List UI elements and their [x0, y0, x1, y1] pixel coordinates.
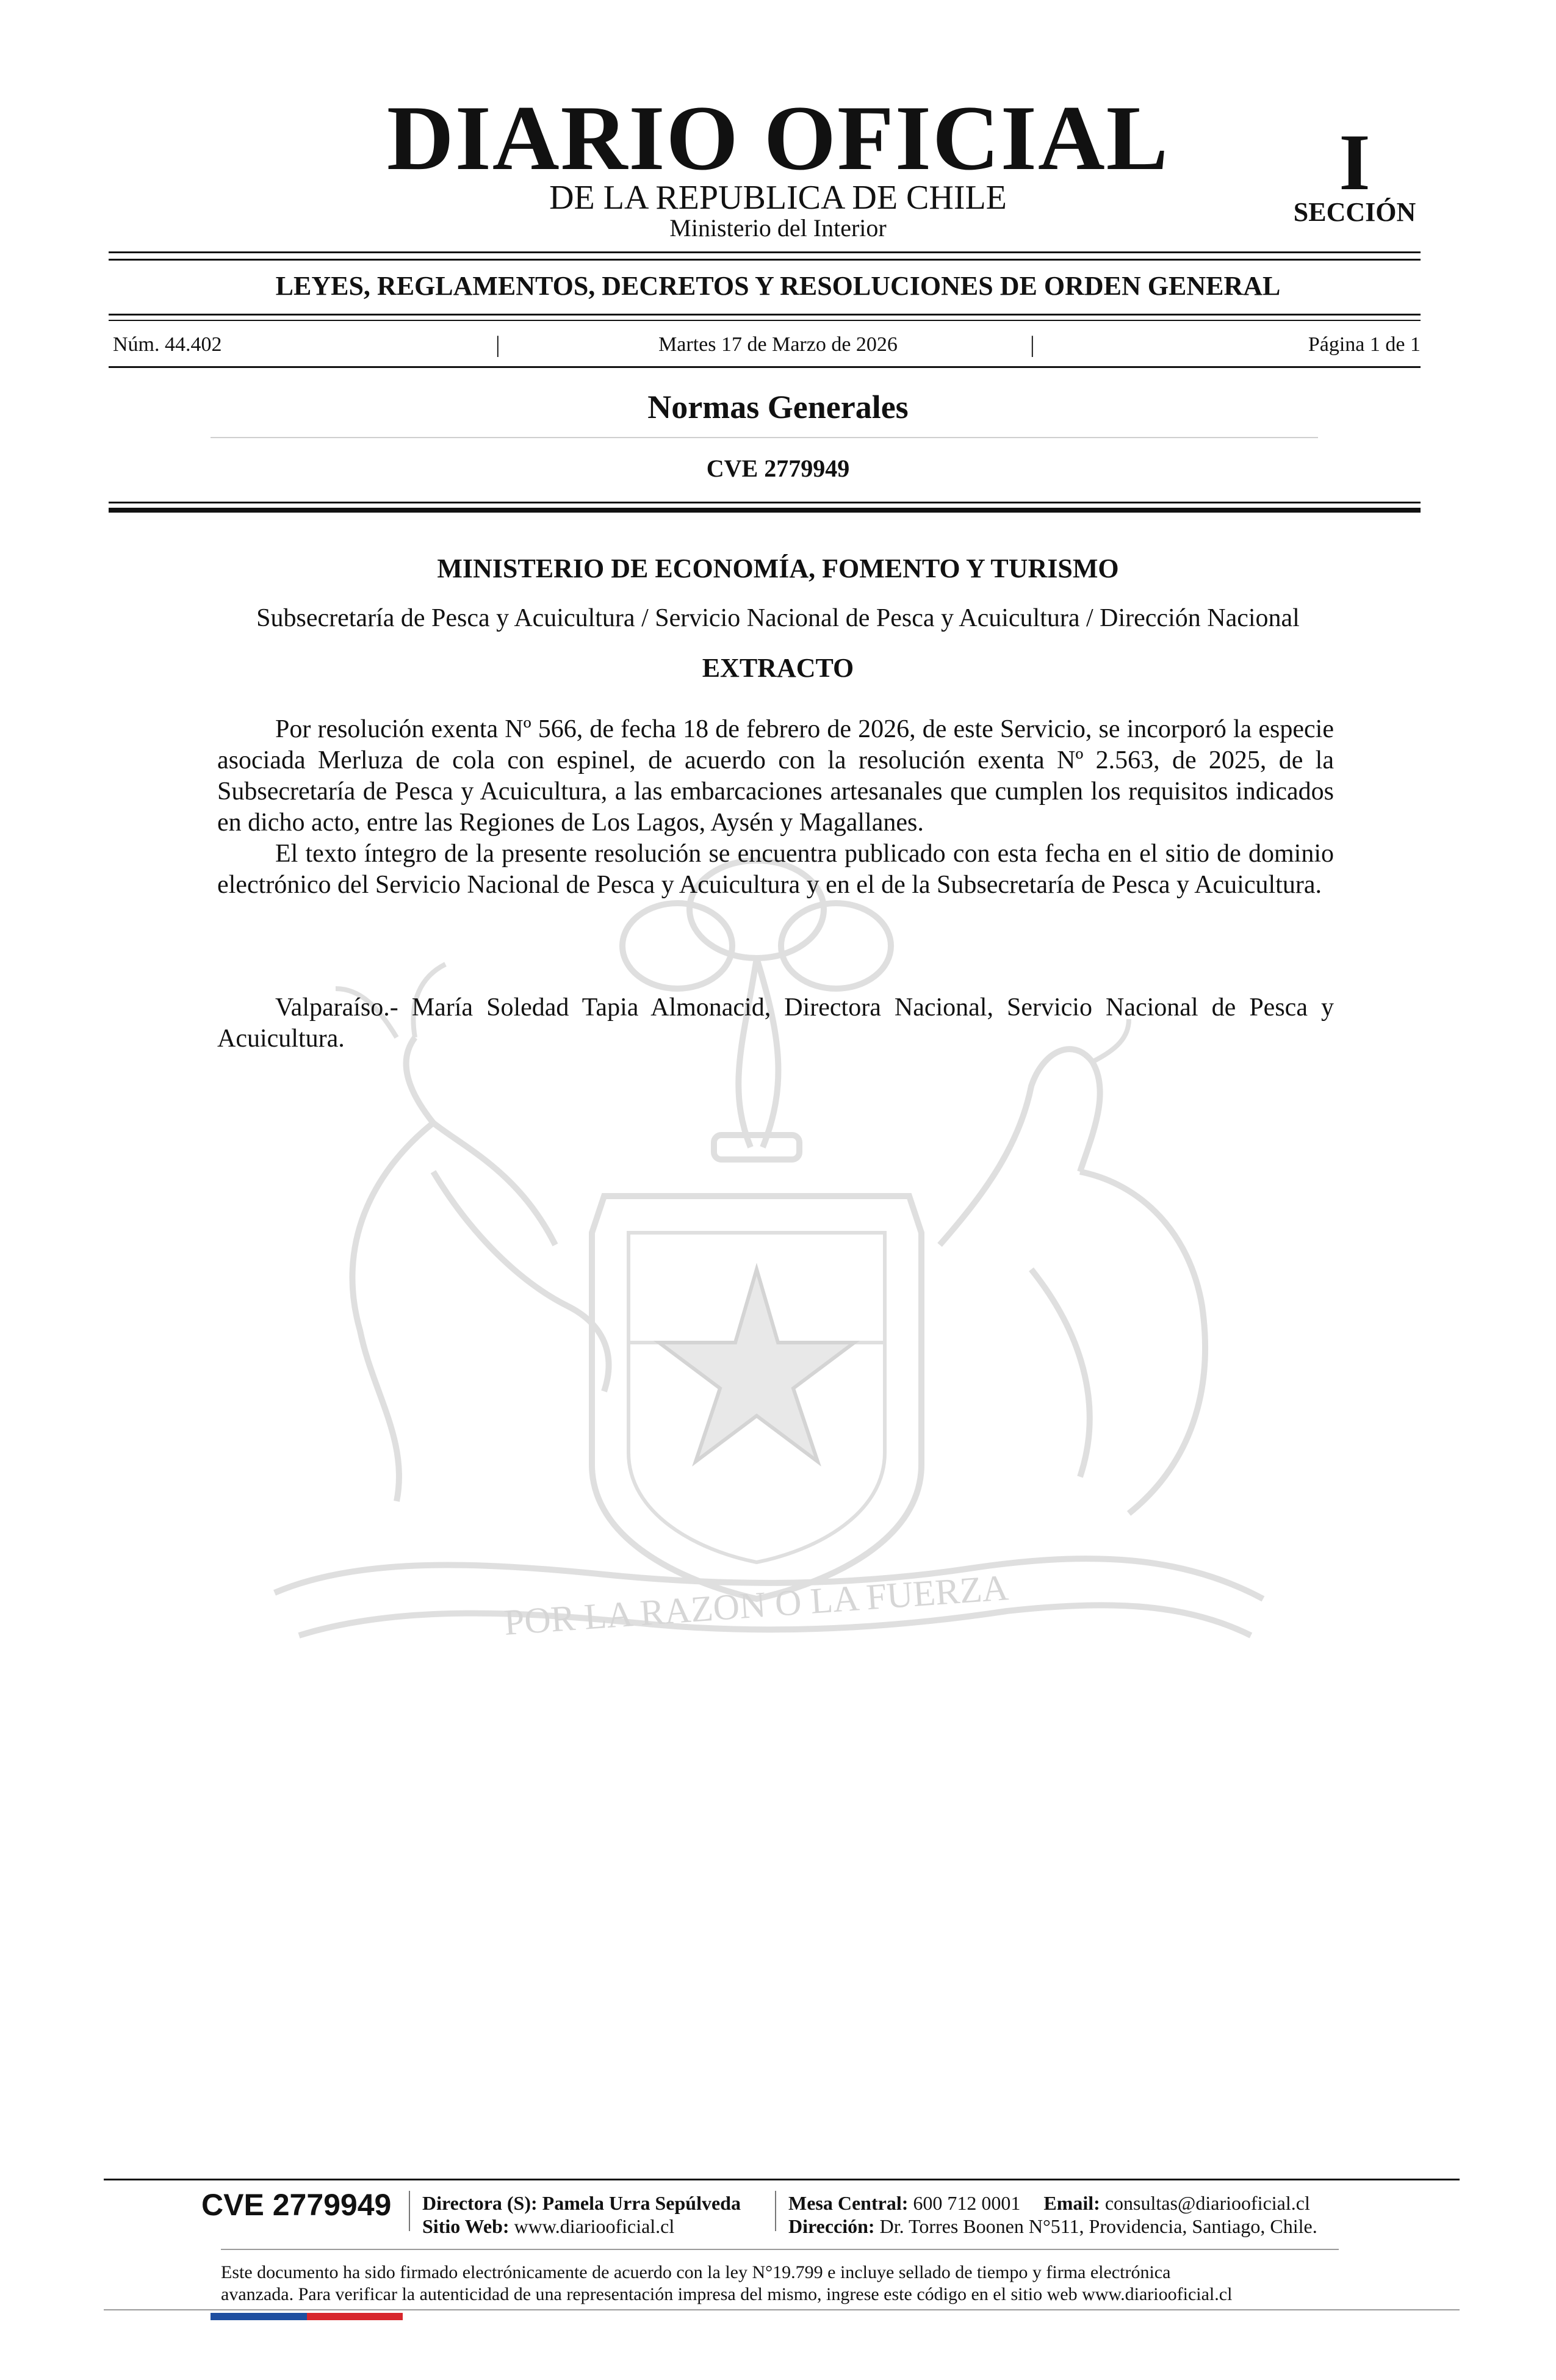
- star: [659, 1269, 854, 1462]
- norms-heading: Normas Generales: [647, 389, 909, 425]
- legal-line: Este documento ha sido firmado electrónicamente de acuerdo con la ley N°19.799 e incluye sellado de tiempo y firma electrónica: [221, 2262, 1171, 2282]
- issue-date: Martes 17 de Marzo de 2026: [658, 333, 898, 356]
- norms-rule: [211, 437, 1318, 438]
- footer-rule-middle: [221, 2249, 1339, 2250]
- emblem-motto: POR LA RAZON O LA FUERZA: [502, 1567, 1010, 1643]
- cve-rule-thick: [109, 508, 1421, 513]
- footer-legal-notice: [221, 2262, 1339, 2306]
- masthead-subtitle: DE LA REPUBLICA DE CHILE: [549, 179, 1007, 217]
- footer-email-label: Email:: [1043, 2192, 1100, 2214]
- category-heading: LEYES, REGLAMENTOS, DECRETOS Y RESOLUCIONES DE ORDEN GENERAL: [275, 271, 1281, 301]
- issue-rule: [109, 366, 1421, 368]
- flag-bar-blue: [211, 2313, 307, 2320]
- footer-director: Directora (S): Pamela Urra Sepúlveda: [422, 2192, 741, 2214]
- footer-rule-bottom: [104, 2309, 1460, 2310]
- issue-page: Página 1 de 1: [1308, 333, 1421, 356]
- section-label: SECCIÓN: [1293, 197, 1416, 227]
- legal-line: avanzada. Para verificar la autenticidad de una representación impresa del mismo, ingrese este código en el sitio web www.diariooficial.cl: [221, 2284, 1233, 2304]
- cve-heading: CVE 2779949: [706, 455, 850, 482]
- footer-web-link[interactable]: www.diariooficial.cl: [514, 2215, 675, 2237]
- category-rule-second: [109, 320, 1421, 321]
- masthead-title: DIARIO OFICIAL: [386, 87, 1170, 189]
- footer-mesa-label: Mesa Central:: [788, 2192, 909, 2214]
- footer-mesa-email: [788, 2193, 1310, 2213]
- footer-divider-2: [775, 2191, 776, 2231]
- coat-of-arms-watermark: [177, 806, 1336, 1697]
- section-number: I: [1339, 117, 1371, 207]
- cve-rule-thin: [109, 502, 1421, 503]
- footer-divider-1: [409, 2191, 410, 2231]
- category-rule-top: [109, 314, 1421, 316]
- footer-web: [422, 2216, 674, 2236]
- signature: Valparaíso.- María Soledad Tapia Almonacid, Directora Nacional, Servicio Nacional de Pesca y Acuicultura.: [217, 993, 1334, 1053]
- flag-bar-red: [307, 2313, 403, 2320]
- paragraph: Por resolución exenta Nº 566, de fecha 18 de febrero de 2026, de este Servicio, se incorporó la especie asociada Merluza de cola con espinel, de acuerdo con la resolución exenta Nº 2.563, de 2025, de la Subsecretaría de Pesca y Acuicultura, a las embarcaciones artesanales que cumplen los requisitos indicados en dicho acto, entre las Regiones de Los Lagos, Aysén y Magallanes.: [217, 715, 1334, 837]
- footer-cve: CVE 2779949: [201, 2188, 392, 2222]
- extracto-heading: EXTRACTO: [702, 653, 854, 683]
- issue-separator-left: |: [495, 332, 500, 358]
- huemul: [352, 1037, 608, 1501]
- paragraph: El texto íntegro de la presente resolución se encuentra publicado con esta fecha en el sitio de dominio electrónico del Servicio Nacional de Pesca y Acuicultura y en el de la Subsecretaría de Pesca y Acuicultura.: [217, 840, 1334, 899]
- signature-block: [217, 992, 1334, 1055]
- footer-address-label: Dirección:: [788, 2215, 875, 2237]
- footer-rule-top: [104, 2179, 1460, 2180]
- footer-web-label: Sitio Web:: [422, 2215, 510, 2237]
- condor: [940, 1049, 1205, 1513]
- footer-address-value: Dr. Torres Boonen N°511, Providencia, Santiago, Chile.: [879, 2215, 1317, 2237]
- footer-mesa-value: 600 712 0001: [913, 2192, 1021, 2214]
- masthead-ministry: Ministerio del Interior: [669, 214, 887, 242]
- extract-body: [217, 714, 1334, 901]
- footer-address: [788, 2216, 1317, 2236]
- subsecretaria-line: Subsecretaría de Pesca y Acuicultura / Servicio Nacional de Pesca y Acuicultura / Dirección Nacional: [256, 604, 1300, 632]
- masthead-rule-second: [109, 259, 1421, 261]
- footer-email-link[interactable]: consultas@diariooficial.cl: [1104, 2192, 1310, 2214]
- issue-number: Núm. 44.402: [113, 333, 222, 356]
- ministry-heading: MINISTERIO DE ECONOMÍA, FOMENTO Y TURISMO: [437, 554, 1119, 583]
- masthead-rule-top: [109, 251, 1421, 253]
- issue-separator-right: |: [1030, 332, 1035, 358]
